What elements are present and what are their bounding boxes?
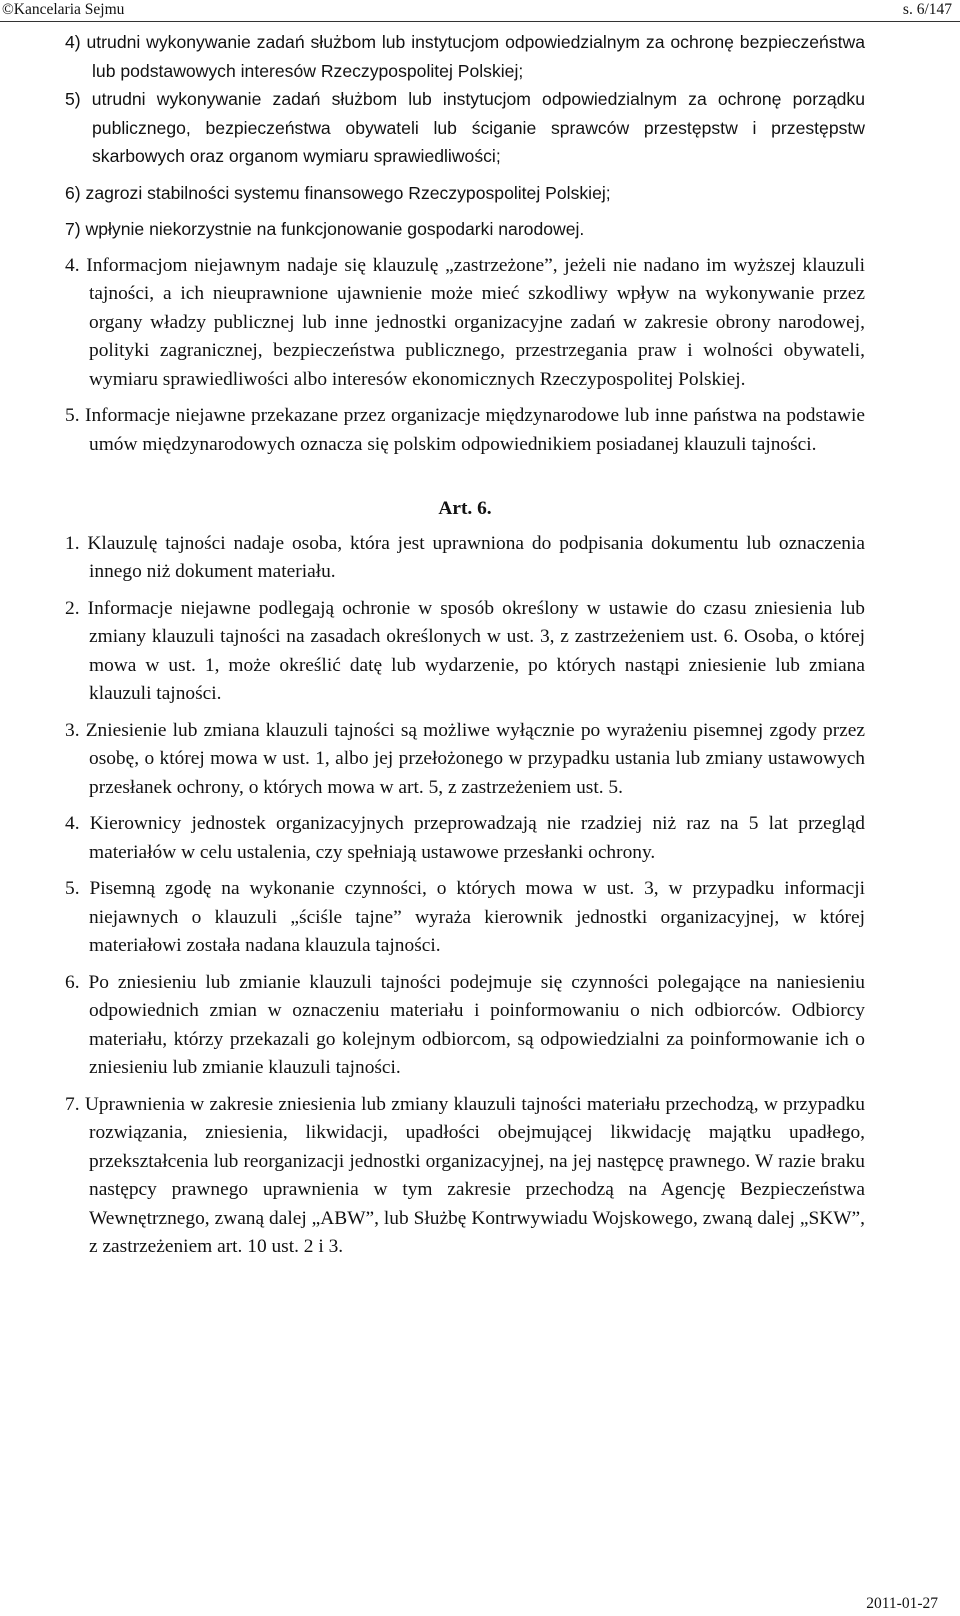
paragraph: 1. Klauzulę tajności nadaje osoba, która jest uprawniona do podpisania dokumentu lub oznaczenia innego niż dokument materiału.: [65, 532, 865, 582]
paragraph: 3. Zniesienie lub zmiana klauzuli tajności są możliwe wyłącznie po wyrażeniu pisemnej zgody przez osobę, o której mowa w ust. 1, albo jej przełożonego w przypadku ustania lub zmiany ustawowych przesłanek ochrony, o których mowa w art. 5, z zastrzeżeniem ust. 5.: [65, 719, 865, 798]
paragraph: 7. Uprawnienia w zakresie zniesienia lub zmiany klauzuli tajności materiału przechodzą, w przypadku rozwiązania, zniesienia, likwidacji, upadłości obejmującej likwidację majątku upadłego, przekształcenia lub reorganizacji jednostki organizacyjnej, na jej następcę prawnego. W razie braku następcy prawnego uprawnienia w tym zakresie przechodzą na Agencję Bezpieczeństwa Wewnętrznego, zwaną dalej „ABW”, lub Służbę Kontrwywiadu Wojskowego, zwaną dalej „SKW”, z zastrzeżeniem art. 10 ust. 2 i 3.: [65, 1093, 865, 1257]
list-item: 7) wpłynie niekorzystnie na funkcjonowanie gospodarki narodowej.: [65, 219, 585, 239]
list-item: 4) utrudni wykonywanie zadań służbom lub instytucjom odpowiedzialnym za ochronę bezpieczeństwa lub podstawowych interesów Rzeczypospolitej Polskiej;: [65, 32, 865, 81]
paragraph: 5. Informacje niejawne przekazane przez organizacje międzynarodowe lub inne państwa na podstawie umów międzynarodowych oznacza się polskim odpowiednikiem posiadanej klauzuli tajności.: [65, 405, 865, 455]
paragraph: 6. Po zniesieniu lub zmianie klauzuli tajności podejmuje się czynności polegające na naniesieniu odpowiednich zmian w oznaczeniu materiału i poinformowaniu o nich odbiorców. Odbiorcy materiału, którzy przekazali go kolejnym odbiorcom, są odpowiedzialni za poinformowanie ich o zniesieniu lub zmianie klauzuli tajności.: [65, 971, 865, 1078]
copyright-label: ©Kancelaria Sejmu: [2, 1, 125, 18]
list-item: 6) zagrozi stabilności systemu finansowego Rzeczypospolitej Polskiej;: [65, 182, 611, 203]
page-number: s. 6/147: [902, 1, 952, 18]
header-divider: [0, 21, 960, 22]
footer-date: 2011-01-27: [866, 1595, 938, 1612]
article-title: Art. 6.: [438, 498, 492, 519]
document-body: [65, 28, 865, 1262]
page-header: [0, 0, 960, 20]
paragraph: 5. Pisemną zgodę na wykonanie czynności, o których mowa w ust. 3, w przypadku informacji niejawnych o klauzuli „ściśle tajne” wyraża kierownik jednostki organizacyjnej, w której materiałowi została nadana klauzula tajności.: [65, 878, 865, 956]
paragraph: 2. Informacje niejawne podlegają ochronie w sposób określony w ustawie do czasu zniesienia lub zmiany klauzuli tajności na zasadach określonych w ust. 3, z zastrzeżeniem ust. 6. Osoba, o której mowa w ust. 1, może określić datę lub wydarzenie, po których nastąpi zniesienie lub zmiana klauzuli tajności.: [65, 597, 865, 704]
paragraph: 4. Informacjom niejawnym nadaje się klauzulę „zastrzeżone”, jeżeli nie nadano im wyższej klauzuli tajności, a ich nieuprawnione ujawnienie może mieć szkodliwy wpływ na wykonywanie przez organy władzy publicznej lub inne jednostki organizacyjne zadań w zakresie obrony narodowej, polityki zagranicznej, bezpieczeństwa publicznego, przestrzegania praw i wolności obywateli, wymiaru sprawiedliwości albo interesów ekonomicznych Rzeczypospolitej Polskiej.: [65, 254, 865, 390]
paragraph: 4. Kierownicy jednostek organizacyjnych przeprowadzają nie rzadziej niż raz na 5 lat przegląd materiałów w celu ustalenia, czy spełniają ustawowe przesłanki ochrony.: [65, 813, 865, 863]
list-item: 5) utrudni wykonywanie zadań służbom lub instytucjom odpowiedzialnym za ochronę porządku publicznego, bezpieczeństwa obywateli lub ściganie sprawców przestępstw i przestępstw skarbowych oraz organom wymiaru sprawiedliwości;: [65, 89, 865, 166]
